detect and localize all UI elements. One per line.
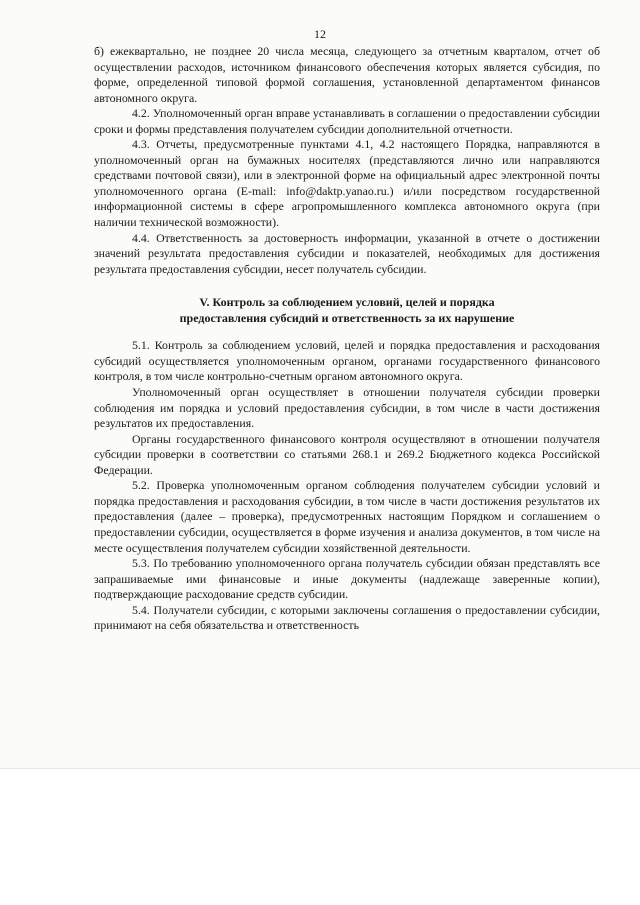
paragraph-4-4: 4.4. Ответственность за достоверность информации, указанной в отчете о достижении значений результата предоставления субсидии и показателей, необходимых для достижения результата предоставления субсидии, несет получатель субсидии. — [94, 230, 600, 276]
paragraph-4-1-b: б) ежеквартально, не позднее 20 числа месяца, следующего за отчетным кварталом, отчет об осуществлении расходов, источником финансового обеспечения которых является субсидия, по форме, определенной типовой формой соглашения, установленной департаментом финансов автономного округа. — [94, 44, 600, 105]
paragraph-5-3: 5.3. По требованию уполномоченного органа получатель субсидии обязан представлять все запрашиваемые ими финансовые и иные документы (надлежаще заверенные копии), подтверждающие расходование средств субсидии. — [94, 556, 600, 602]
paragraph-4-2: 4.2. Уполномоченный орган вправе устанавливать в соглашении о предоставлении субсидии сроки и формы представления получателем субсидии дополнительной отчетности. — [94, 106, 600, 136]
paragraph-5-1: 5.1. Контроль за соблюдением условий, целей и порядка предоставления и расходования субсидий осуществляется уполномоченным органом, органами государственного финансового контроля, в том числе контрольно-счетным органом автономного округа. — [94, 338, 600, 384]
paragraph-5-4: 5.4. Получатели субсидии, с которыми заключены соглашения о предоставлении субсидии, принимают на себя обязательства и ответственность — [94, 602, 600, 633]
page-number: 12 — [314, 27, 326, 41]
paragraph-5-1-financial-control: Органы государственного финансового контроля осуществляют в отношении получателя субсидии проверки в соответствии со статьями 268.1 и 269.2 Бюджетного кодекса Российской Федерации. — [94, 431, 600, 477]
paragraph-5-1-authorized-body: Уполномоченный орган осуществляет в отношении получателя субсидии проверки соблюдения им порядка и условий предоставления субсидии, в том числе в части достижения результатов их предоставления. — [94, 385, 600, 431]
paragraph-4-3: 4.3. Отчеты, предусмотренные пунктами 4.1, 4.2 настоящего Порядка, направляются в уполномоченный орган на бумажных носителях (представляются лично или направляются средствами почтовой связи), или в электронной форме на официальный адрес электронной почты уполномоченного органа (E-mail: info@daktp.yanao.ru.) и/или посредством государственной информационной системы в сфере агропромышленного комплекса автономного округа (при наличии технической возможности). — [94, 137, 600, 230]
section-heading-line-1: V. Контроль за соблюдением условий, целей и порядка — [199, 295, 495, 310]
section-heading-line-2: предоставления субсидий и ответственность за их нарушение — [179, 310, 515, 325]
document-body — [94, 44, 600, 634]
section-heading — [94, 295, 600, 326]
paragraph-5-2: 5.2. Проверка уполномоченным органом соблюдения получателем субсидии условий и порядка предоставления и расходования субсидии, в том числе в части достижения результатов их предоставления (далее – проверка), предусмотренных настоящим Порядком и соглашением о предоставлении субсидии, осуществляется в форме изучения и анализа документов, в том числе на месте осуществления получателем субсидии хозяйственной деятельности. — [94, 478, 600, 555]
